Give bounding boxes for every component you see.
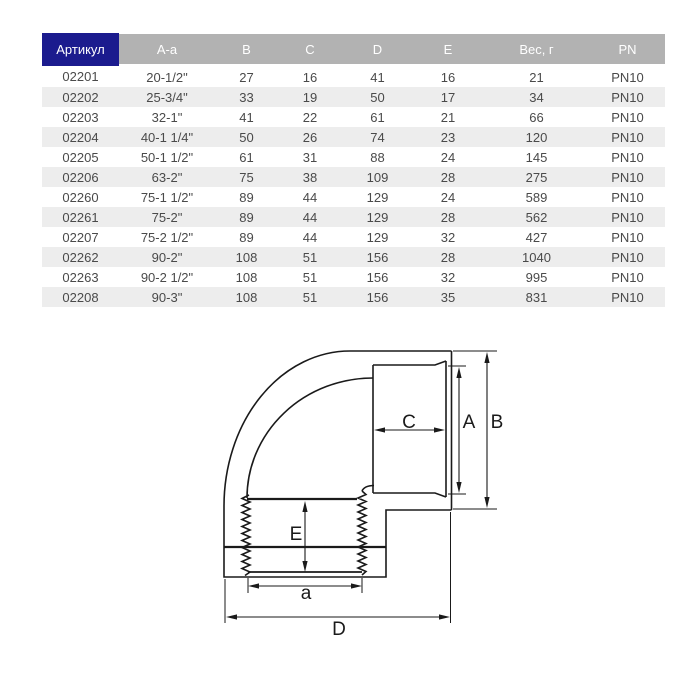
table-cell: 20-1/2" (146, 69, 188, 85)
table-cell: 02204 (62, 129, 99, 145)
table-cell: 31 (302, 149, 318, 165)
table-cell: 90-2 1/2" (140, 269, 194, 285)
table-cell: 145 (525, 149, 548, 165)
table-cell: 02201 (62, 68, 99, 84)
table-cell: 19 (302, 89, 318, 105)
table-row (42, 227, 665, 247)
table-cell: PN10 (611, 149, 644, 165)
table-row (42, 127, 665, 147)
col-header-weight: Вес, г (483, 33, 590, 66)
table-cell: 156 (366, 269, 389, 285)
dimension-d (225, 512, 451, 640)
table-cell: 51 (302, 269, 318, 285)
dim-label-a-lower: a (300, 583, 312, 604)
table-cell: 16 (302, 69, 318, 85)
table-cell: 23 (440, 129, 456, 145)
table-cell: 589 (525, 189, 548, 205)
table-cell: 02207 (62, 229, 99, 245)
table-cell: 75 (239, 169, 254, 185)
col-header-e: E (413, 33, 483, 66)
table-cell: 02262 (62, 249, 99, 265)
table-cell: 32 (440, 229, 456, 245)
table-cell: 24 (440, 149, 456, 165)
table-cell: 156 (366, 249, 389, 265)
table-cell: 38 (302, 169, 318, 185)
table-cell: 63-2" (151, 169, 183, 185)
table-cell: 50 (239, 129, 254, 145)
table-cell: 34 (529, 89, 544, 105)
table-cell: 108 (235, 289, 258, 305)
table-cell: 427 (525, 229, 548, 245)
table-cell: 831 (525, 289, 548, 305)
dim-label-e: E (289, 524, 303, 545)
thread-zigzag-left (242, 495, 250, 576)
table-cell: 90-3" (151, 289, 183, 305)
table-cell: 32 (440, 269, 456, 285)
table-cell: 995 (525, 269, 548, 285)
dim-label-a-upper: A (462, 412, 476, 433)
table-cell: 50-1 1/2" (140, 149, 194, 165)
dimension-e (290, 501, 308, 572)
table-cell: 129 (366, 189, 389, 205)
table-cell: 16 (440, 69, 456, 85)
table-cell: PN10 (611, 209, 644, 225)
table-cell: 33 (239, 89, 254, 105)
table-cell: 21 (440, 109, 456, 125)
table-cell: 24 (440, 189, 456, 205)
elbow-fitting-diagram (195, 330, 525, 670)
table-cell: 02261 (62, 209, 99, 225)
col-header-b: B (215, 33, 278, 66)
table-cell: 129 (366, 209, 389, 225)
table-row (42, 87, 665, 107)
table-row (42, 107, 665, 127)
table-cell: PN10 (611, 289, 644, 305)
table-cell: PN10 (611, 89, 644, 105)
table-cell: 108 (235, 249, 258, 265)
table-cell: PN10 (611, 249, 644, 265)
table-row (42, 207, 665, 227)
table-cell: 1040 (522, 249, 551, 265)
spec-table (42, 31, 665, 307)
table-cell: 156 (366, 289, 389, 305)
table-row (42, 247, 665, 267)
table-cell: 41 (370, 69, 385, 85)
table-cell: 02206 (62, 169, 99, 185)
table-cell: 02203 (62, 109, 99, 125)
dim-label-b: B (490, 412, 504, 433)
table-row (42, 167, 665, 187)
table-row (42, 267, 665, 287)
dimension-a-lower (248, 578, 362, 604)
table-cell: 28 (440, 209, 456, 225)
table-cell: 28 (440, 249, 456, 265)
table-cell: 02263 (62, 269, 99, 285)
table-cell: 02202 (62, 89, 99, 105)
spec-table-body (42, 66, 665, 308)
table-cell: 89 (239, 209, 254, 225)
table-cell: 108 (235, 269, 258, 285)
table-row (42, 287, 665, 307)
table-cell: 17 (440, 89, 456, 105)
table-cell: 66 (529, 109, 544, 125)
table-cell: 109 (366, 169, 389, 185)
table-cell: 275 (525, 169, 548, 185)
table-cell: 129 (366, 229, 389, 245)
table-row (42, 66, 665, 88)
thread-zigzag-right (358, 491, 366, 575)
table-cell: PN10 (611, 229, 644, 245)
table-cell: 75-1 1/2" (140, 189, 194, 205)
table-cell: 40-1 1/4" (140, 129, 194, 145)
table-cell: 28 (440, 169, 456, 185)
table-cell: PN10 (611, 169, 644, 185)
table-cell: 120 (525, 129, 548, 145)
table-cell: 02205 (62, 149, 99, 165)
table-cell: 27 (239, 69, 254, 85)
table-cell: 51 (302, 289, 318, 305)
table-cell: PN10 (611, 129, 644, 145)
table-cell: 22 (302, 109, 318, 125)
table-row (42, 147, 665, 167)
col-header-a-a: A-a (119, 33, 215, 66)
table-cell: 44 (302, 229, 318, 245)
table-cell: 32-1" (151, 109, 183, 125)
table-cell: 61 (239, 149, 254, 165)
table-cell: PN10 (611, 69, 644, 85)
table-cell: 26 (302, 129, 318, 145)
table-cell: 562 (525, 209, 548, 225)
table-cell: 89 (239, 189, 254, 205)
table-row (42, 187, 665, 207)
col-header-pn: PN (590, 33, 665, 66)
table-cell: 02208 (62, 289, 99, 305)
table-cell: 35 (440, 289, 456, 305)
table-cell: 89 (239, 229, 254, 245)
table-cell: 50 (370, 89, 385, 105)
table-cell: 75-2" (151, 209, 183, 225)
header-row (42, 33, 665, 66)
col-header-c: C (278, 33, 342, 66)
dim-label-d: D (332, 619, 346, 640)
table-cell: 51 (302, 249, 318, 265)
table-cell: 61 (370, 109, 385, 125)
col-header-articul: Артикул (42, 33, 119, 66)
table-cell: 02260 (62, 189, 99, 205)
table-cell: 41 (239, 109, 254, 125)
table-cell: 21 (529, 69, 544, 85)
table-cell: PN10 (611, 189, 644, 205)
table-cell: 44 (302, 209, 318, 225)
table-cell: 74 (370, 129, 385, 145)
elbow-body-outline (224, 351, 452, 577)
table-cell: PN10 (611, 269, 644, 285)
table-cell: PN10 (611, 109, 644, 125)
table-cell: 90-2" (151, 249, 183, 265)
table-cell: 75-2 1/2" (140, 229, 194, 245)
table-cell: 44 (302, 189, 318, 205)
col-header-d: D (342, 33, 413, 66)
table-cell: 88 (370, 149, 385, 165)
dim-label-c: C (402, 412, 416, 433)
dimension-c (374, 412, 445, 433)
table-cell: 25-3/4" (146, 89, 188, 105)
spec-table-header (42, 33, 665, 66)
